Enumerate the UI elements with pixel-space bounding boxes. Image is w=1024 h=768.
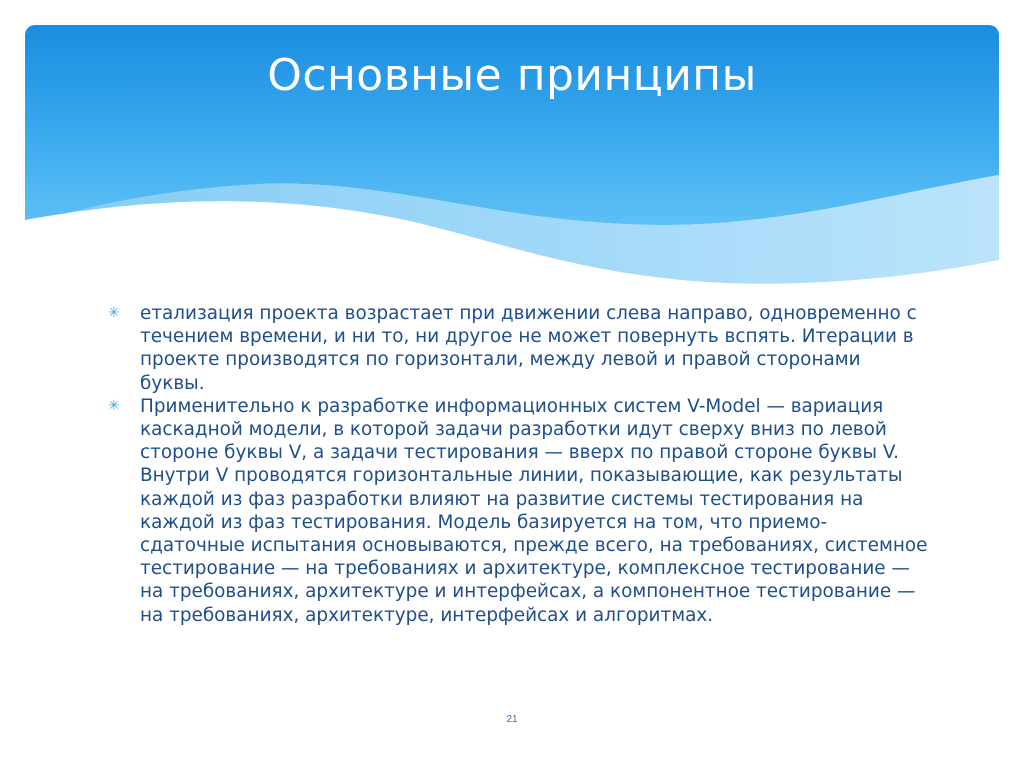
page-number: 21 <box>506 714 518 725</box>
slide-title: Основные принципы <box>267 50 757 101</box>
bullet-text: етализация проекта возрастает при движении слева направо, одновременно с течением времени, и ни то, ни другое не может повернуть вспять. Итерации в проекте производятся по горизонтали, между левой и правой сторонами буквы. <box>140 303 917 394</box>
bullet-item <box>108 395 928 627</box>
bullet-list <box>108 302 928 627</box>
bullet-text: Применительно к разработке информационных систем V-Model — вариация каскадной модели, в которой задачи разработки идут сверху вниз по левой стороне буквы V, а задачи тестирования — вверх по правой стороне буквы V. Внутри V проводятся горизонтальные линии, показывающие, как результаты каждой из фаз разработки влияют на развитие системы тестирования на каждой из фаз тестирования. Модель базируется на том, что приемо-сдаточные испытания основываются, прежде всего, на требованиях, системное тестирование — на требованиях и архитектуре, комплексное тестирование — на требованиях, архитектуре и интерфейсах, а компонентное тестирование — на требованиях, архитектуре, интерфейсах и алгоритмах. <box>140 395 928 626</box>
bullet-item <box>108 302 928 395</box>
asterisk-bullet-icon: ✳ <box>108 305 120 321</box>
asterisk-bullet-icon: ✳ <box>108 397 120 414</box>
